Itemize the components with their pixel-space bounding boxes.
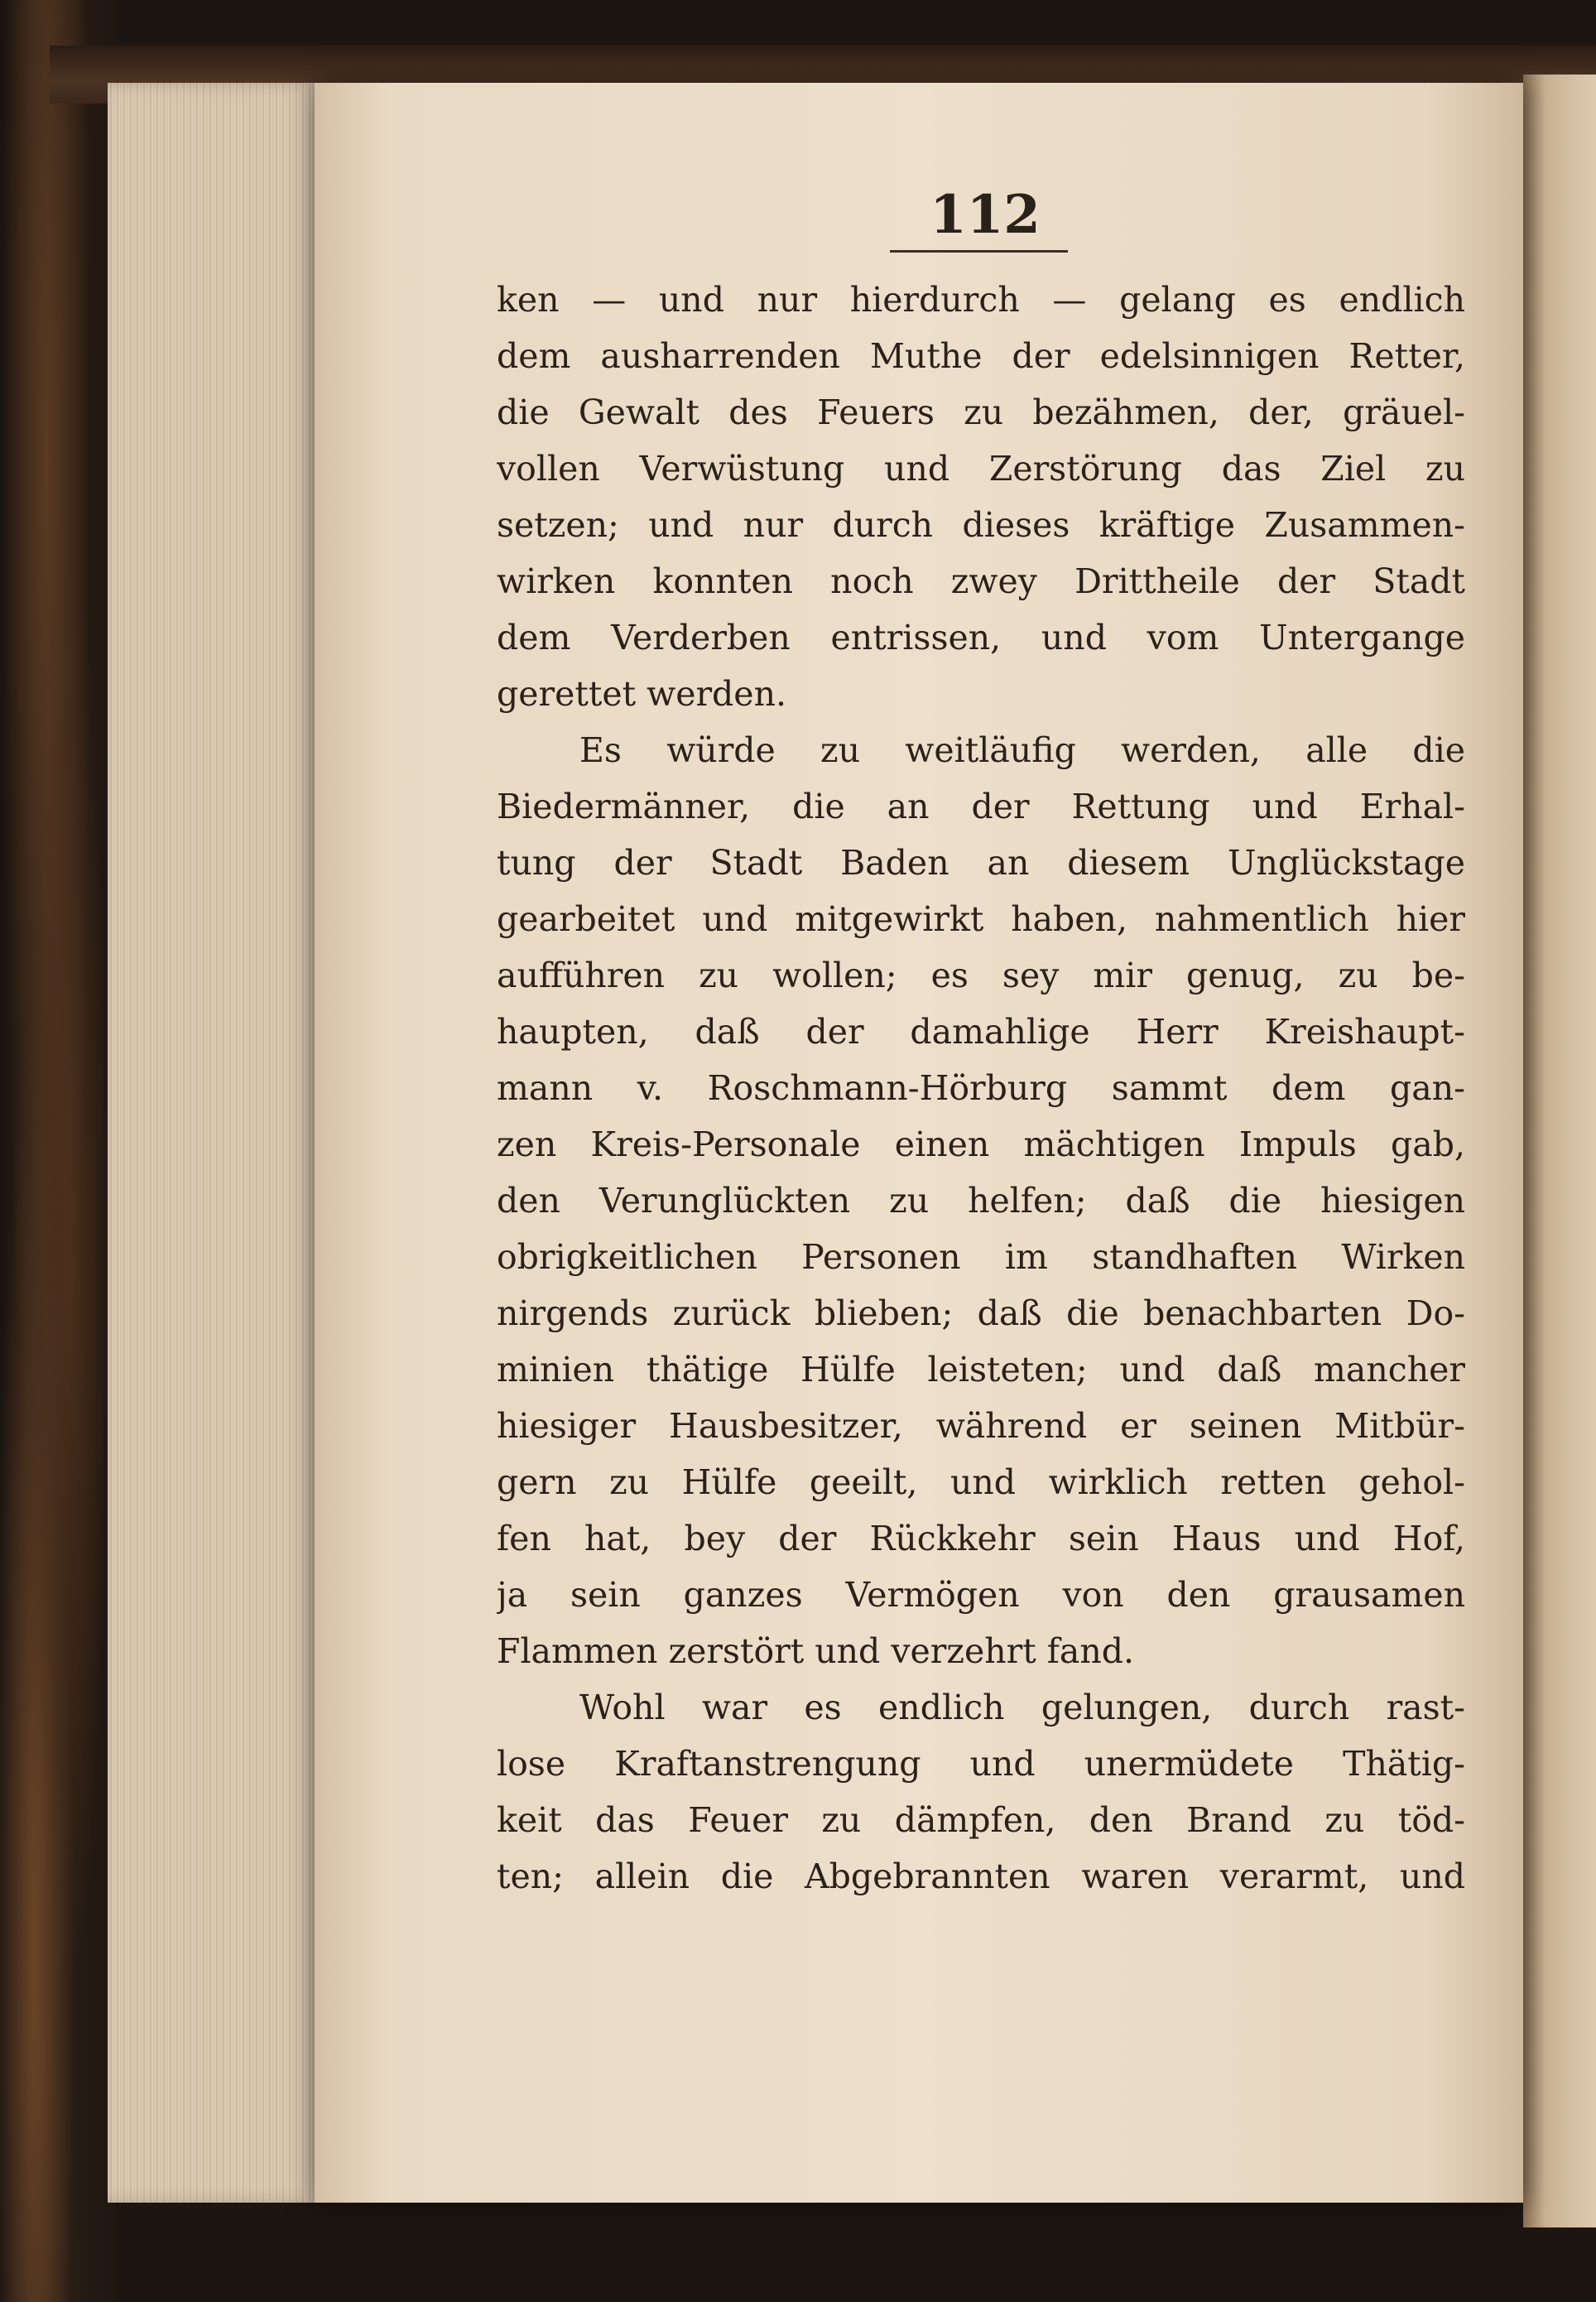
next-page-edge [1523, 75, 1596, 2227]
text-line: ja sein ganzes Vermögen von den grausamen [497, 1575, 1465, 1615]
text-line: nirgends zurück blieben; daß die benachbarten Do- [497, 1293, 1465, 1333]
text-line: aufführen zu wollen; es sey mir genug, zu be- [497, 956, 1465, 995]
header-rule [890, 250, 1068, 253]
text-line: minien thätige Hülfe leisteten; und daß mancher [497, 1350, 1465, 1389]
text-line: gern zu Hülfe geeilt, und wirklich retten gehol- [497, 1462, 1465, 1502]
text-line: Flammen zerstört und verzehrt fand. [497, 1631, 1135, 1671]
text-line: zen Kreis-Personale einen mächtigen Impuls gab, [497, 1125, 1465, 1164]
text-line: wirken konnten noch zwey Drittheile der Stadt [497, 561, 1465, 601]
text-line: die Gewalt des Feuers zu bezähmen, der, gräuel- [497, 392, 1465, 432]
text-line: setzen; und nur durch dieses kräftige Zusammen- [497, 505, 1465, 545]
text-line: Biedermänner, die an der Rettung und Erhal- [497, 787, 1465, 826]
text-line: keit das Feuer zu dämpfen, den Brand zu töd- [497, 1800, 1465, 1840]
text-line: mann v. Roschmann-Hörburg sammt dem gan- [497, 1068, 1465, 1108]
text-line: vollen Verwüstung und Zerstörung das Ziel zu [497, 449, 1465, 489]
text-line: ken — und nur hierdurch — gelang es endlich [497, 280, 1465, 320]
text-line: ten; allein die Abgebrannten waren verarmt, und [497, 1857, 1465, 1896]
text-line: fen hat, bey der Rückkehr sein Haus und Hof, [497, 1519, 1465, 1558]
body-text [497, 272, 1465, 1905]
text-line: haupten, daß der damahlige Herr Kreishaupt- [497, 1012, 1465, 1052]
text-line: gerettet werden. [497, 674, 787, 714]
text-line: Es würde zu weitläufig werden, alle die [579, 730, 1465, 770]
text-line: den Verunglückten zu helfen; daß die hiesigen [497, 1181, 1465, 1221]
text-line: obrigkeitlichen Personen im standhaften Wirken [497, 1237, 1465, 1277]
page-number: 112 [930, 184, 1041, 246]
text-line: tung der Stadt Baden an diesem Unglückstage [497, 843, 1465, 883]
text-line: lose Kraftanstrengung und unermüdete Thätig- [497, 1744, 1465, 1784]
page-edges [108, 83, 323, 2203]
text-line: Wohl war es endlich gelungen, durch rast- [579, 1688, 1465, 1727]
text-line: gearbeitet und mitgewirkt haben, nahmentlich hier [497, 899, 1465, 939]
text-line: dem Verderben entrissen, und vom Untergange [497, 618, 1465, 657]
book-cover-left [0, 0, 116, 2302]
text-line: hiesiger Hausbesitzer, während er seinen Mitbür- [497, 1406, 1465, 1446]
text-line: dem ausharrenden Muthe der edelsinnigen Retter, [497, 336, 1465, 376]
